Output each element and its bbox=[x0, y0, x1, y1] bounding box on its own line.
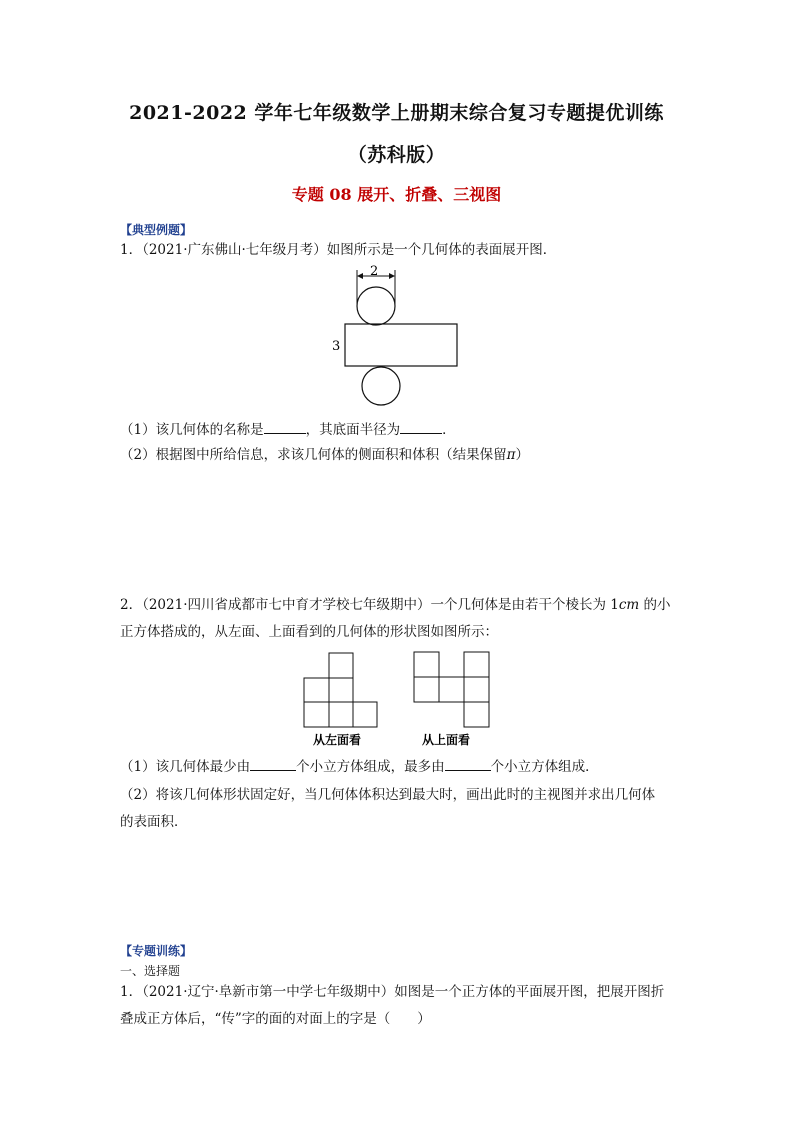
q2-part1-text-b: 个小立方体组成，最多由 bbox=[296, 759, 445, 775]
top-view-cell bbox=[414, 677, 439, 702]
left-view-caption: 从左面看 bbox=[313, 733, 362, 747]
top-view-figure bbox=[410, 650, 494, 750]
q2-stem-a: 2．（2021·四川省成都市七中育才学校七年级期中）一个几何体是由若干个棱长为 1 bbox=[120, 597, 619, 613]
top-view-caption: 从上面看 bbox=[422, 733, 471, 747]
q1-answer-blank-radius[interactable] bbox=[400, 419, 442, 434]
arrow-head-left bbox=[357, 273, 363, 279]
left-view-cell bbox=[329, 678, 353, 702]
q2-part1 bbox=[120, 756, 599, 777]
q1-part1 bbox=[120, 419, 456, 440]
q1-part1-text-b: ，其底面半径为 bbox=[305, 422, 401, 438]
q2-stem-line1 bbox=[120, 595, 671, 615]
q1-part1-text-a: （1）该几何体的名称是 bbox=[120, 422, 264, 438]
left-view-cell bbox=[353, 702, 377, 727]
q2-stem-line2: 正方体搭成的，从左面、上面看到的几何体的形状图如图所示： bbox=[120, 624, 498, 640]
page-title: 2021-2022 学年七年级数学上册期末综合复习专题提优训练 bbox=[129, 102, 664, 124]
section-training: 【专题训练】 bbox=[120, 944, 193, 958]
q3-stem-line1: 1．（2021·辽宁·阜新市第一中学七年级期中）如图是一个正方体的平面展开图，把展开图折 bbox=[120, 984, 665, 1000]
q1-part2-end: ） bbox=[515, 447, 529, 463]
q2-part1-text-c: 个小立方体组成． bbox=[490, 759, 599, 775]
edition-label: （苏科版） bbox=[347, 144, 446, 166]
pi-symbol: π bbox=[506, 447, 516, 463]
section-choice: 一、选择题 bbox=[120, 964, 181, 978]
q2-answer-blank-min[interactable] bbox=[250, 756, 296, 771]
q1-part1-text-c: ． bbox=[442, 422, 456, 438]
q2-part2-line1: （2）将该几何体形状固定好，当几何体体积达到最大时，画出此时的主视图并求出几何体 bbox=[120, 787, 656, 803]
q1-stem: 1．（2021·广东佛山·七年级月考）如图所示是一个几何体的表面展开图． bbox=[120, 242, 557, 258]
arrow-head-right bbox=[389, 273, 395, 279]
q2-stem-b: 的小 bbox=[639, 597, 671, 613]
top-view-cell bbox=[464, 677, 489, 702]
section-examples: 【典型例题】 bbox=[120, 223, 193, 237]
lateral-rectangle bbox=[345, 324, 457, 366]
left-view-cell bbox=[329, 702, 353, 727]
q2-unit: cm bbox=[618, 597, 640, 613]
q1-part2 bbox=[120, 445, 529, 465]
top-base-circle bbox=[357, 287, 395, 325]
q1-net-figure bbox=[320, 262, 470, 412]
height-label: 3 bbox=[332, 339, 341, 354]
left-view-figure bbox=[300, 650, 382, 750]
q1-part2-text: （2）根据图中所给信息，求该几何体的侧面积和体积（结果保留 bbox=[120, 447, 507, 463]
q3-stem-line2: 叠成正方体后，“传”字的面的对面上的字是（ ） bbox=[120, 1011, 431, 1027]
diameter-label: 2 bbox=[370, 264, 379, 279]
left-view-cell bbox=[304, 678, 329, 702]
q2-part1-text-a: （1）该几何体最少由 bbox=[120, 759, 251, 775]
top-view-cell bbox=[464, 702, 489, 727]
top-view-cell bbox=[464, 652, 489, 677]
left-view-cell bbox=[329, 653, 353, 678]
topic-heading: 专题 08 展开、折叠、三视图 bbox=[291, 185, 502, 204]
q2-part2-line2: 的表面积． bbox=[120, 814, 188, 830]
top-view-cell bbox=[414, 652, 439, 677]
top-view-cell bbox=[439, 677, 464, 702]
q1-answer-blank-name[interactable] bbox=[264, 419, 306, 434]
q2-answer-blank-max[interactable] bbox=[445, 756, 491, 771]
left-view-cell bbox=[304, 702, 329, 727]
bottom-base-circle bbox=[362, 367, 400, 405]
